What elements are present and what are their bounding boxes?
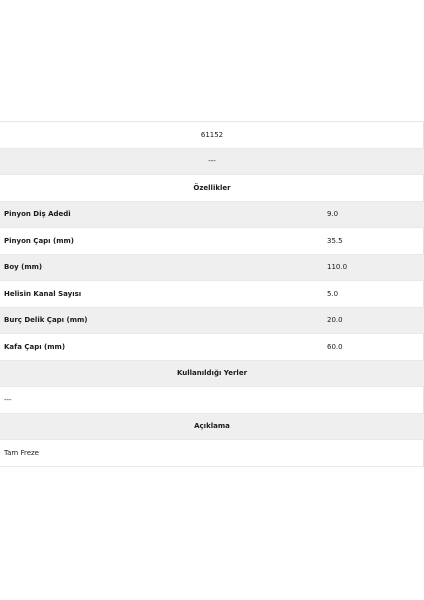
usage-text-row [0,387,424,414]
usage-heading: Kullanıldığı Yerler [176,369,248,378]
spec-label: Boy (mm) [4,263,43,272]
usage-text: --- [4,395,12,404]
spec-label: Pinyon Çapı (mm) [4,236,74,245]
features-heading-row [0,175,424,202]
table-row [0,202,424,229]
spec-value: 60.0 [327,342,343,351]
description-text: Tam Freze [4,448,39,457]
spec-value: 20.0 [327,316,343,325]
spec-label: Burç Delik Çapı (mm) [4,316,88,325]
product-code: 61152 [200,130,224,139]
description-heading: Açıklama [194,422,230,431]
spec-value: 35.5 [327,236,343,245]
product-subtitle-row [0,149,424,176]
description-text-row [0,440,424,467]
table-row [0,334,424,361]
table-row [0,255,424,282]
description-heading-row [0,414,424,441]
table-row [0,308,424,335]
table-row [0,281,424,308]
usage-heading-row [0,361,424,388]
spec-label: Pinyon Diş Adedi [4,210,71,219]
product-code-row [0,122,424,149]
spec-value: 9.0 [327,210,339,219]
spec-table [0,121,424,467]
spec-value: 5.0 [327,289,339,298]
table-row [0,228,424,255]
spec-label: Helisin Kanal Sayısı [4,289,82,298]
features-heading: Özellikler [193,183,231,192]
spec-value: 110.0 [327,263,348,272]
product-subtitle: --- [208,157,216,166]
spec-label: Kafa Çapı (mm) [4,342,66,351]
